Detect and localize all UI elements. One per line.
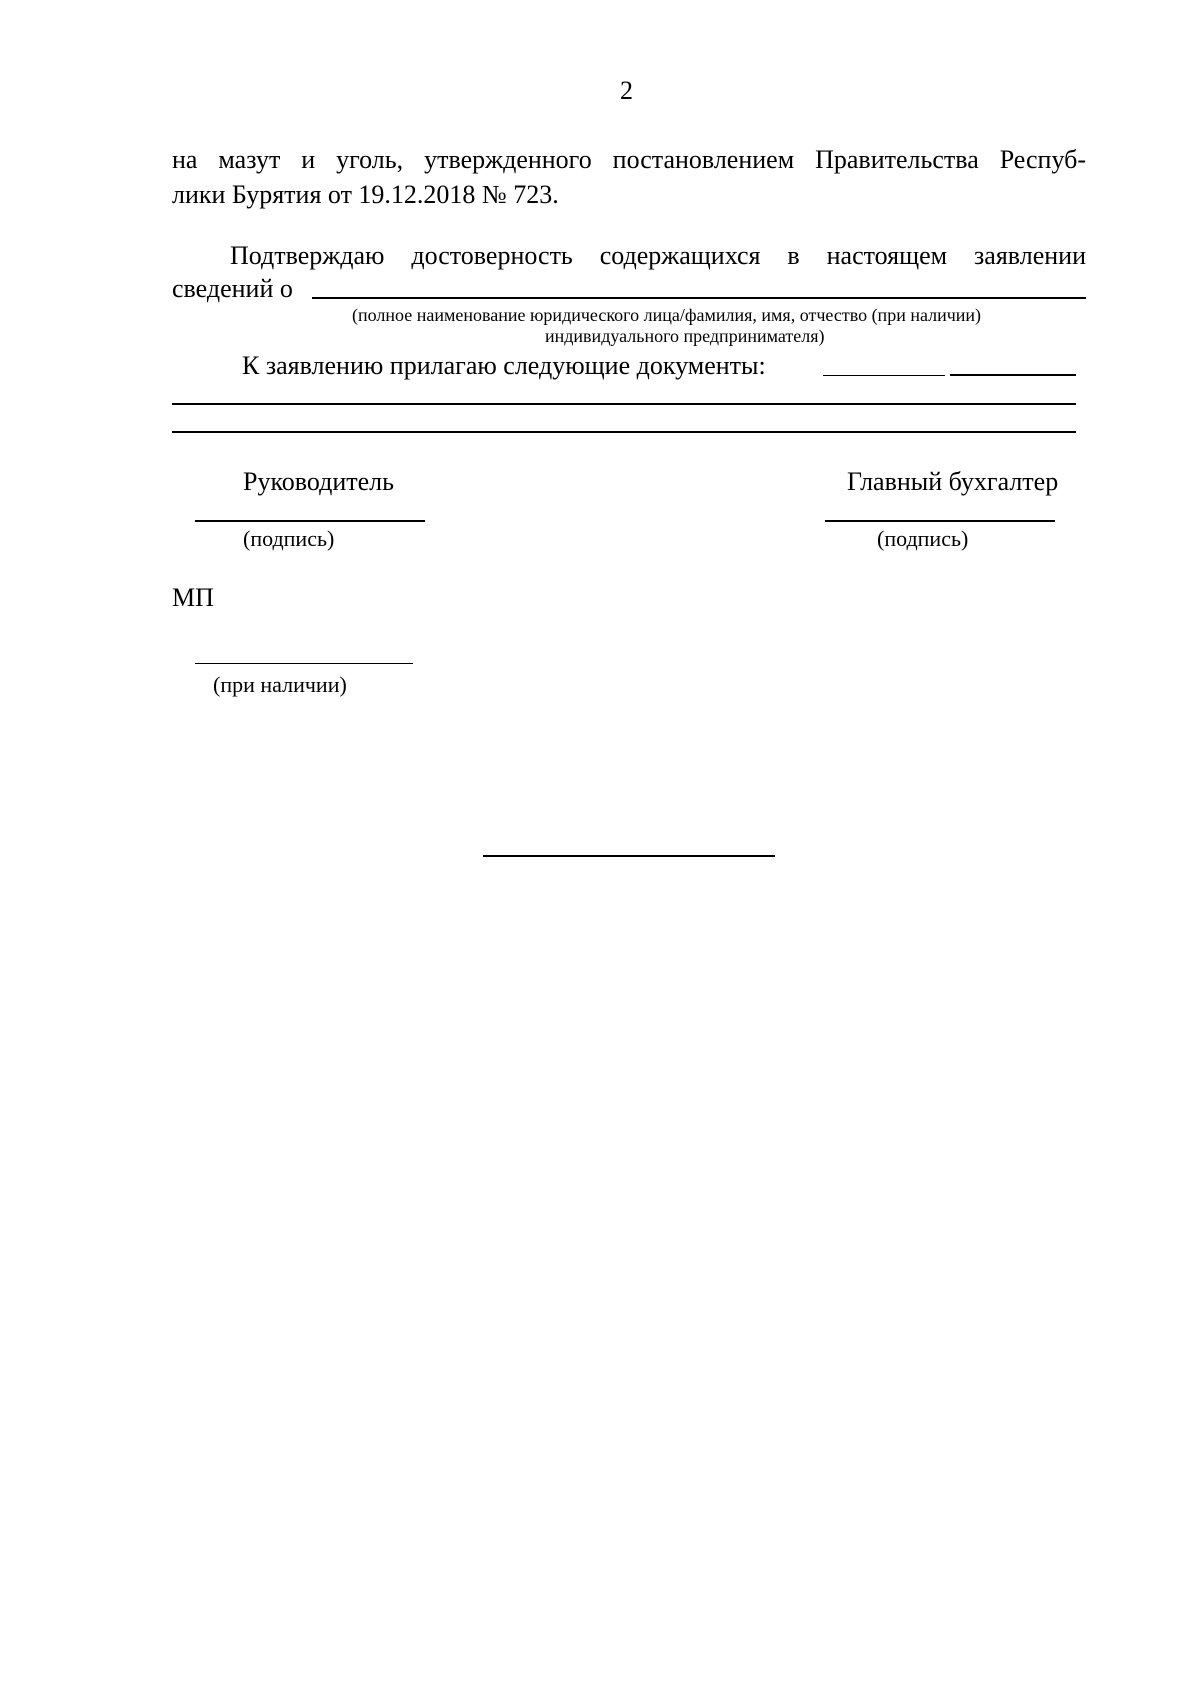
confirm-line-1: Подтверждаю достоверность содержащихся в настоящем заявлении: [230, 241, 1086, 270]
head-title: Руководитель: [243, 467, 394, 496]
confirm-prefix: сведений о: [172, 274, 293, 303]
applicant-caption-line-2: индивидуального предпринимателя): [545, 326, 825, 346]
accountant-signature-line[interactable]: [825, 520, 1055, 522]
page-number: 2: [620, 76, 633, 105]
applicant-caption-line-1: (полное наименование юридического лица/фамилия, имя, отчество (при наличии): [352, 305, 982, 325]
stamp-line[interactable]: [195, 663, 413, 664]
attachments-line-short-2[interactable]: [950, 374, 1076, 376]
accountant-signature-caption: (подпись): [877, 526, 969, 551]
attachments-line-3[interactable]: [172, 431, 1076, 433]
intro-line-1: на мазут и уголь, утвержденного постановлением Правительства Респуб-: [172, 145, 1086, 174]
accountant-title: Главный бухгалтер: [847, 467, 1059, 496]
head-signature-caption: (подпись): [243, 526, 335, 551]
attachments-label: К заявлению прилагаю следующие документы:: [242, 351, 766, 380]
end-of-document-rule: [483, 855, 775, 857]
attachments-line-2[interactable]: [172, 403, 1076, 405]
stamp-label: МП: [172, 583, 214, 612]
applicant-name-line[interactable]: [312, 297, 1086, 299]
attachments-line-short-1[interactable]: [823, 375, 945, 376]
intro-line-2: лики Бурятия от 19.12.2018 № 723.: [172, 180, 559, 209]
stamp-caption: (при наличии): [213, 672, 347, 697]
head-signature-line[interactable]: [195, 520, 425, 522]
